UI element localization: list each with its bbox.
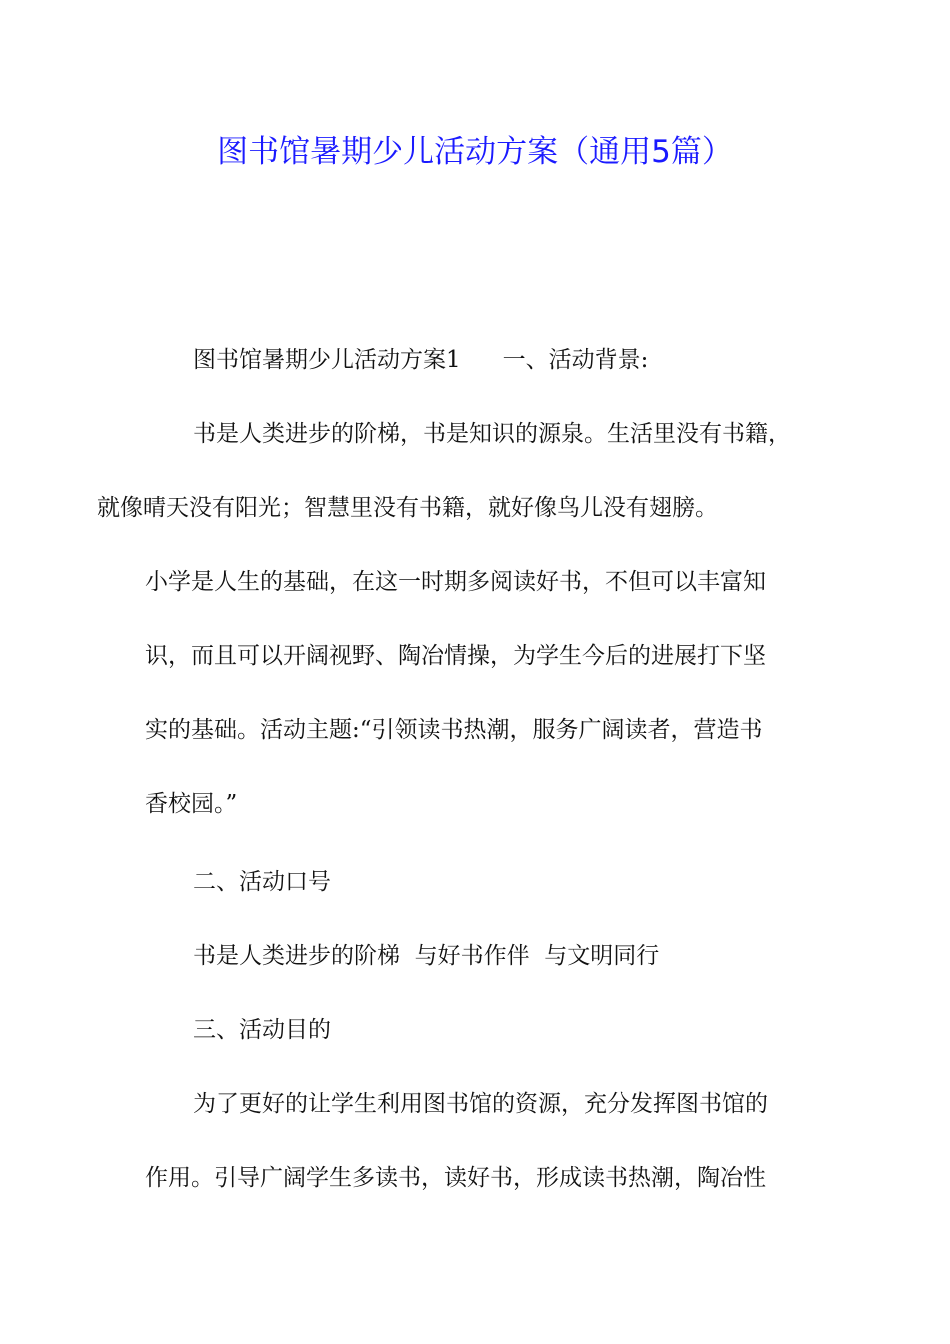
slogan-text: 书是人类进步的阶梯 与好书作伴 与文明同行 — [193, 943, 660, 969]
paragraph-line: 书是人类进步的阶梯，书是知识的源泉。生活里没有书籍， — [193, 421, 791, 447]
section-subheading: 一、活动背景: — [502, 347, 649, 373]
paragraph-line: 香校园。” — [145, 791, 238, 817]
paragraph-line: 小学是人生的基础，在这一时期多阅读好书，不但可以丰富知 — [145, 569, 766, 595]
paragraph-line: 作用。引导广阔学生多读书，读好书，形成读书热潮，陶冶性 — [145, 1165, 766, 1191]
paragraph-line: 就像晴天没有阳光；智慧里没有书籍，就好像鸟儿没有翅膀。 — [97, 495, 718, 521]
section-heading: 图书馆暑期少儿活动方案1 — [193, 347, 461, 373]
document-title: 图书馆暑期少儿活动方案（通用5篇） — [217, 134, 733, 170]
purpose-paragraph — [145, 1067, 835, 1215]
paragraph-line: 识，而且可以开阔视野、陶冶情操，为学生今后的进展打下坚 — [145, 643, 766, 669]
paragraph-line: 为了更好的让学生利用图书馆的资源，充分发挥图书馆的 — [193, 1091, 768, 1117]
purpose-heading: 三、活动目的 — [193, 1017, 331, 1043]
slogan-heading: 二、活动口号 — [193, 869, 331, 895]
paragraph-line: 实的基础。活动主题:“引领读书热潮，服务广阔读者，营造书 — [145, 717, 763, 743]
section-heading-line — [145, 323, 835, 397]
background-paragraph — [97, 397, 835, 841]
